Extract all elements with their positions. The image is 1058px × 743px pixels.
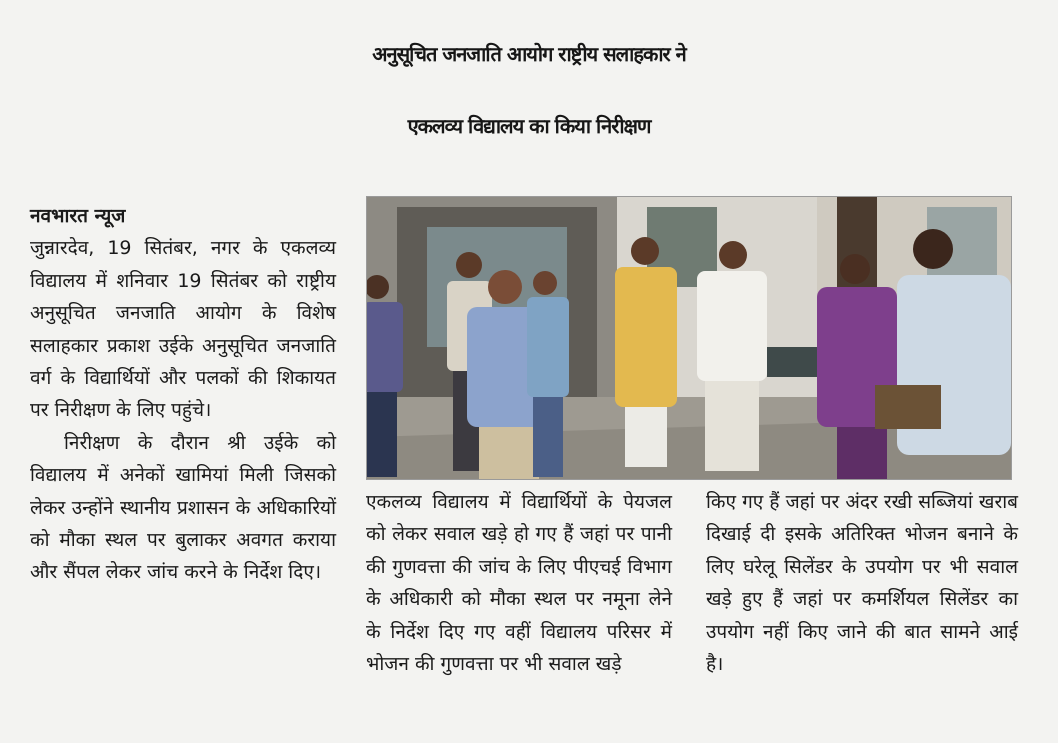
inspection-photo-illustration [367,197,1011,479]
article-column-1 [30,200,336,589]
person-6 [697,241,767,471]
article-column-2 [366,486,672,680]
headline-line-2: एकलव्य विद्यालय का किया निरीक्षण [407,114,651,138]
inspection-photo [366,196,1012,480]
headline-line-1: अनुसूचित जनजाति आयोग राष्ट्रीय सलाहकार ने [372,42,686,66]
article-paragraph-2: निरीक्षण के दौरान श्री उईके को विद्यालय में अनेकों खामियां मिली जिसको लेकर उन्होंने स्थानीय प्रशासन के अधिकारियों को मौका स्थल पर बुलाकर अवगत कराया और सैंपल लेकर जांच करने के निर्देश दिए। [30,431,336,584]
article-column-3 [706,486,1018,680]
article-column-2-text: एकलव्य विद्यालय में विद्यार्थियों के पेयजल को लेकर सवाल खड़े हो गए हैं जहां पर पानी की गुणवत्ता की जांच के लिए पीएचई विभाग के अधिकारी को मौका स्थल पर नमूना लेने के निर्देश दिए गए वहीं विद्यालय परिसर में भोजन की गुणवत्ता पर भी सवाल खड़े [366,491,672,676]
article-column-3-text: किए गए हैं जहां पर अंदर रखी सब्जियां खराब दिखाई दी इसके अतिरिक्त भोजन बनाने के लिए घरेलू सिलेंडर के उपयोग पर भी सवाल खड़े हुए हैं जहां पर कमर्शियल सिलेंडर का उपयोग नहीं किए जाने की बात सामने आई है। [706,491,1018,676]
headline [0,18,1058,162]
person-4 [527,271,569,477]
news-source: नवभारत न्यूज [30,205,126,227]
article-paragraph-1: जुन्नारदेव, 19 सितंबर, नगर के एकलव्य विद्यालय में शनिवार 19 सितंबर को राष्ट्रीय अनुसूचित जनजाति आयोग के विशेष सलाहकार प्रकाश उईके अनुसूचित जनजाति वर्ग के विद्यार्थियों और पलकों की शिकायत पर निरीक्षण के लिए पहुंचे। [30,237,336,422]
